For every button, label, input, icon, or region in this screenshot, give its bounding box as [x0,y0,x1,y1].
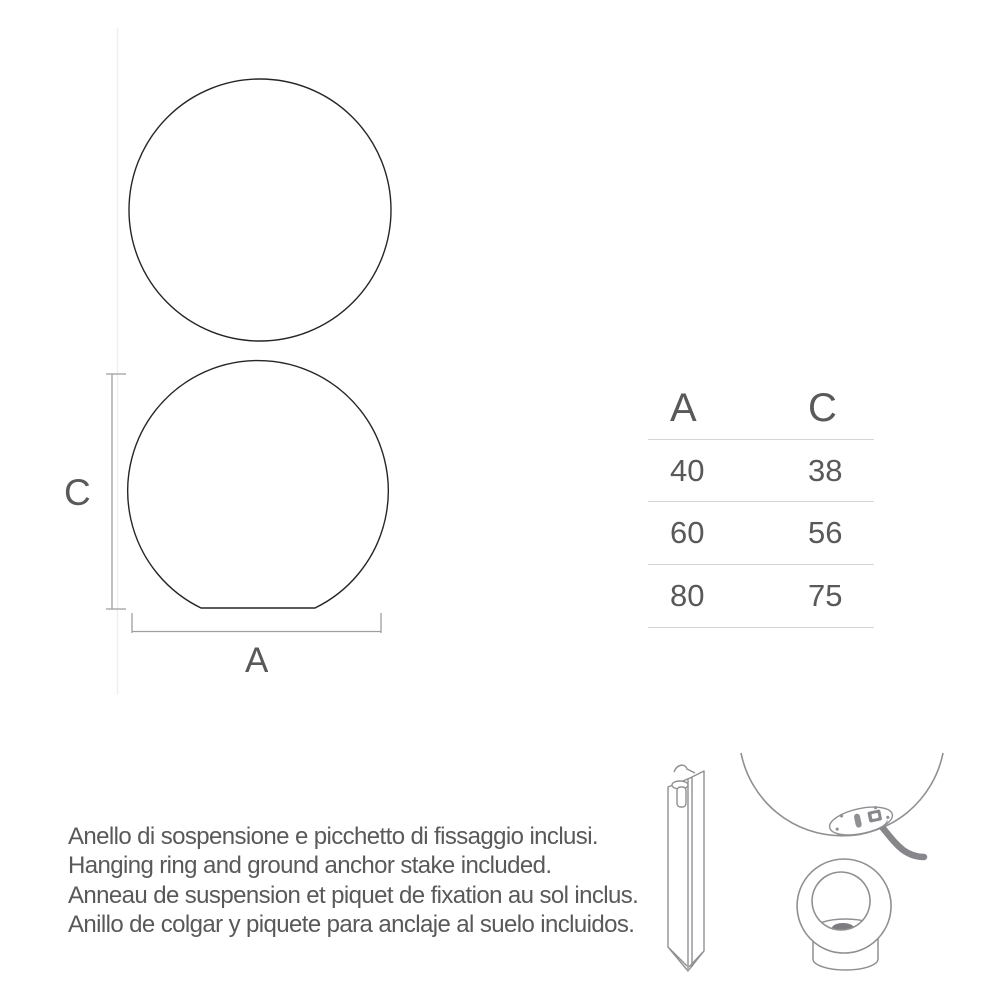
note-line-spanish: Anillo de colgar y piquete para anclaje al suelo incluidos. [68,910,635,938]
table-row [648,502,874,565]
cell-c-75: 75 [808,578,843,613]
ground-anchor-stake-icon [668,765,704,971]
stake-hook [674,765,695,773]
stake-slot [677,787,686,807]
cell-c-38: 38 [808,452,843,488]
sphere-bottom-with-cable-icon [741,753,943,857]
hanging-ring-icon [797,859,891,970]
size-table [648,377,874,628]
cell-a-80: 80 [670,578,705,613]
dimension-line-c [106,374,126,609]
sphere-full-outline [129,79,391,341]
table-row [648,565,874,628]
cell-a-60: 60 [670,515,705,550]
cell-a-40: 40 [670,452,705,488]
dimension-line-a [132,613,381,633]
size-table-header-a: A [670,385,697,430]
size-table-header-row [648,377,874,440]
ring-torus [797,859,891,953]
dimension-label-a: A [245,641,269,680]
note-line-english: Hanging ring and ground anchor stake included. [68,852,552,880]
table-row [648,440,874,502]
power-cable [878,822,924,857]
sphere-flat-base-outline [128,361,389,608]
cell-c-56: 56 [808,515,843,550]
size-table-header-c: C [808,385,837,430]
note-line-french: Anneau de suspension et piquet de fixation au sol inclus. [68,881,639,909]
included-accessories-notes [68,822,668,939]
note-line-italian: Anello di sospensione e picchetto di fissaggio inclusi. [68,823,599,850]
dimension-label-c: C [64,472,91,513]
